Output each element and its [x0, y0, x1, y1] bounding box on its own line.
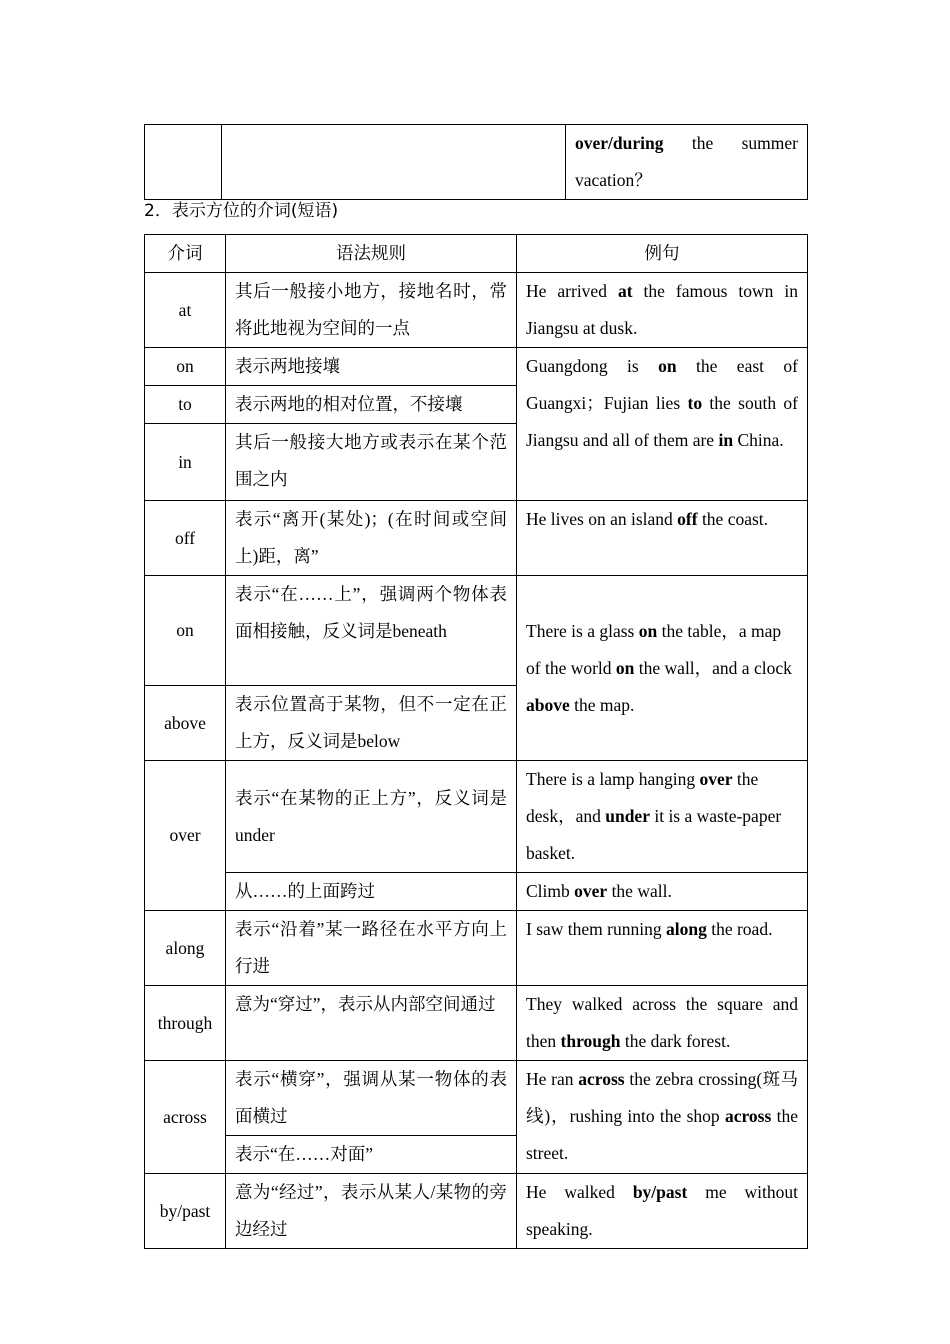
- prep-cell: on: [145, 576, 226, 686]
- rule-cell: 表示“在某物的正上方”，反义词是under: [226, 761, 517, 873]
- rule-cell: 从……的上面跨过: [226, 873, 517, 911]
- table-row: [145, 1061, 808, 1136]
- example-cell: There is a glass on the table，a map of the world on the wall，and a clock above the map.: [517, 576, 808, 761]
- table-row: [145, 986, 808, 1061]
- fragment-cell-empty-1: [145, 125, 222, 200]
- prep-cell: by/past: [145, 1174, 226, 1249]
- example-cell: I saw them running along the road.: [517, 911, 808, 986]
- rule-cell: 表示“在……上”，强调两个物体表面相接触，反义词是beneath: [226, 576, 517, 686]
- table-row: [145, 576, 808, 686]
- example-cell: They walked across the square and then through the dark forest.: [517, 986, 808, 1061]
- table-row: [145, 761, 808, 873]
- rule-cell: 表示两地接壤: [226, 348, 517, 386]
- table-row: [145, 348, 808, 386]
- fragment-cell-empty-2: [222, 125, 566, 200]
- fragment-example: over/during the summer vacation？: [566, 125, 808, 200]
- previous-table-fragment: [144, 124, 808, 200]
- prep-cell: over: [145, 761, 226, 911]
- rule-cell: 表示“沿着”某一路径在水平方向上行进: [226, 911, 517, 986]
- example-cell: He arrived at the famous town in Jiangsu at dusk.: [517, 273, 808, 348]
- table-row: [145, 1174, 808, 1249]
- example-cell: He lives on an island off the coast.: [517, 501, 808, 576]
- prep-cell: in: [145, 424, 226, 501]
- header-example: 例句: [517, 235, 808, 273]
- table-row: [145, 273, 808, 348]
- example-cell: There is a lamp hanging over the desk，and under it is a waste-paper basket.: [517, 761, 808, 873]
- table-row: [145, 911, 808, 986]
- rule-cell: 其后一般接大地方或表示在某个范围之内: [226, 424, 517, 501]
- example-cell: He ran across the zebra crossing(斑马线)，rushing into the shop across the street.: [517, 1061, 808, 1174]
- header-prep: 介词: [145, 235, 226, 273]
- rule-cell: 表示“离开(某处)；(在时间或空间上)距，离”: [226, 501, 517, 576]
- example-cell: Climb over the wall.: [517, 873, 808, 911]
- table-row: [145, 873, 808, 911]
- prep-cell: across: [145, 1061, 226, 1174]
- prep-cell: on: [145, 348, 226, 386]
- rule-cell: 表示两地的相对位置，不接壤: [226, 386, 517, 424]
- table-header-row: [145, 235, 808, 273]
- rule-cell: 意为“经过”，表示从某人/某物的旁边经过: [226, 1174, 517, 1249]
- example-cell: Guangdong is on the east of Guangxi；Fujian lies to the south of Jiangsu and all of them are in China.: [517, 348, 808, 501]
- prepositions-table: [144, 234, 808, 1249]
- header-rule: 语法规则: [226, 235, 517, 273]
- prep-cell: to: [145, 386, 226, 424]
- section-heading: 2．表示方位的介词(短语): [144, 201, 339, 221]
- prep-cell: along: [145, 911, 226, 986]
- rule-cell: 意为“穿过”，表示从内部空间通过: [226, 986, 517, 1061]
- rule-cell: 表示位置高于某物，但不一定在正上方，反义词是below: [226, 686, 517, 761]
- prep-cell: through: [145, 986, 226, 1061]
- example-cell: He walked by/past me without speaking.: [517, 1174, 808, 1249]
- rule-cell: 其后一般接小地方，接地名时，常将此地视为空间的一点: [226, 273, 517, 348]
- table-row: [145, 501, 808, 576]
- prep-cell: above: [145, 686, 226, 761]
- prep-cell: at: [145, 273, 226, 348]
- rule-cell: 表示“在……对面”: [226, 1136, 517, 1174]
- rule-cell: 表示“横穿”，强调从某一物体的表面横过: [226, 1061, 517, 1136]
- prep-cell: off: [145, 501, 226, 576]
